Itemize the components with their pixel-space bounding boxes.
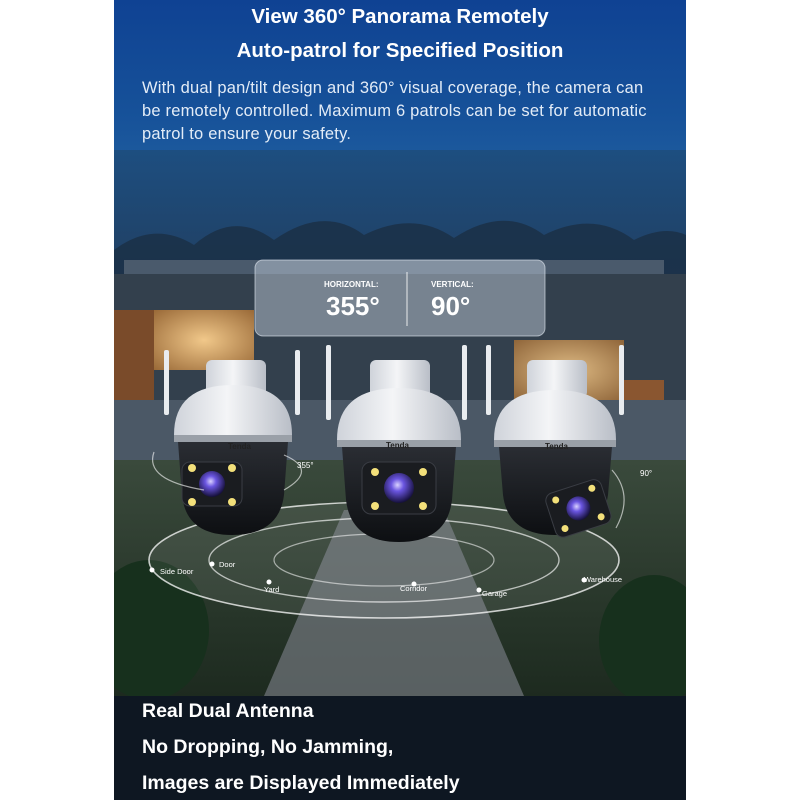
ptz-readout-panel [255, 260, 545, 336]
patrol-label-side-door: Side Door [160, 567, 194, 576]
feature-line-1: Real Dual Antenna [142, 700, 314, 722]
vertical-value: 90° [431, 291, 471, 321]
patrol-label-garage: Garage [482, 589, 508, 598]
product-banner [114, 0, 686, 800]
brand-logo-right: Tenda [545, 442, 568, 451]
angle-label-left: 355° [297, 461, 314, 470]
horizontal-value: 355° [326, 291, 380, 321]
patrol-label-warehouse: Warehouse [584, 575, 623, 584]
horizontal-label: HORIZONTAL: [324, 280, 379, 289]
brand-logo-left: Tenda [228, 442, 251, 451]
feature-footer [114, 696, 686, 800]
feature-line-2: No Dropping, No Jamming, [142, 736, 394, 758]
headline-line-1: View 360° Panorama Remotely [251, 5, 549, 28]
feature-line-3: Images are Displayed Immediately [142, 772, 460, 794]
angle-label-right: 90° [640, 469, 653, 478]
headline-line-2: Auto-patrol for Specified Position [236, 39, 564, 62]
vertical-label: VERTICAL: [431, 280, 474, 289]
patrol-label-yard: Yard [264, 585, 280, 594]
patrol-label-corridor: Corridor [400, 584, 428, 593]
feature-description: With dual pan/tilt design and 360° visual coverage, the camera can be remotely controlled. Maximum 6 patrols can be set for automatic patrol to ensure your safety. [142, 79, 647, 143]
camera-scene [114, 150, 686, 696]
house-wood [114, 310, 154, 400]
patrol-label-door: Door [219, 560, 236, 569]
brand-logo-center: Tenda [386, 441, 409, 450]
